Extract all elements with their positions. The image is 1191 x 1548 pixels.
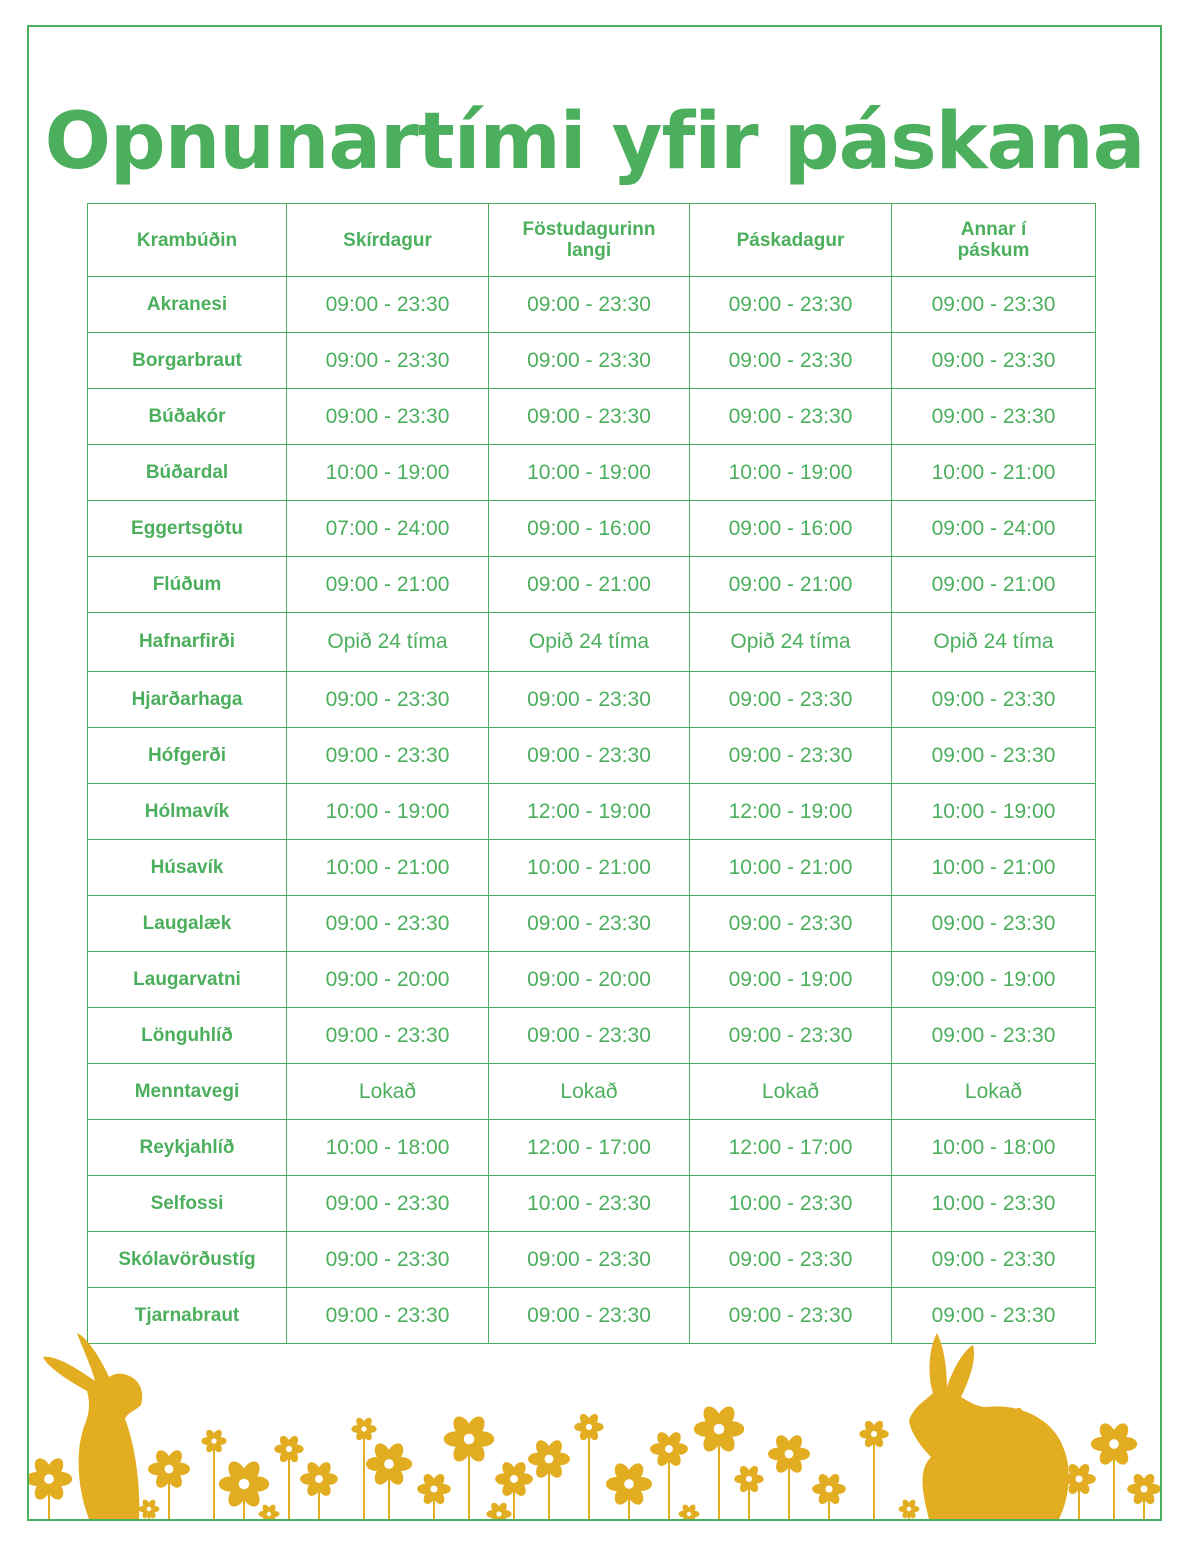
flower-decoration <box>444 1413 494 1519</box>
flower-decoration <box>899 1498 920 1519</box>
table-row <box>88 728 1096 784</box>
hours-cell: 12:00 - 17:00 <box>690 1120 892 1176</box>
table-row <box>88 784 1096 840</box>
hours-cell: 09:00 - 23:30 <box>690 1008 892 1064</box>
table-header-row <box>88 204 1096 277</box>
hours-cell: 09:00 - 24:00 <box>892 501 1096 557</box>
flower-decoration <box>606 1460 652 1519</box>
hours-cell: 09:00 - 23:30 <box>690 896 892 952</box>
hours-cell: 10:00 - 19:00 <box>287 784 489 840</box>
hours-cell: 09:00 - 23:30 <box>287 1176 489 1232</box>
flower-decoration <box>486 1501 511 1519</box>
hours-cell: 09:00 - 23:30 <box>892 389 1096 445</box>
store-name: Hjarðarhaga <box>88 672 287 728</box>
table-row <box>88 445 1096 501</box>
hours-cell: 09:00 - 23:30 <box>489 277 690 333</box>
table-row <box>88 333 1096 389</box>
opening-hours-table <box>87 203 1096 1344</box>
store-name: Eggertsgötu <box>88 501 287 557</box>
store-name: Hafnarfirði <box>88 613 287 672</box>
store-name: Búðardal <box>88 445 287 501</box>
store-name: Selfossi <box>88 1176 287 1232</box>
hours-cell: 10:00 - 23:30 <box>690 1176 892 1232</box>
flower-decoration <box>300 1460 338 1519</box>
flower-decoration <box>650 1430 688 1519</box>
hours-cell: 09:00 - 23:30 <box>489 672 690 728</box>
hours-cell: 09:00 - 23:30 <box>690 1288 892 1344</box>
table-row <box>88 1232 1096 1288</box>
hours-cell: Lokað <box>690 1064 892 1120</box>
flower-decoration <box>417 1472 451 1519</box>
hours-cell: 09:00 - 23:30 <box>287 896 489 952</box>
hours-cell: 09:00 - 20:00 <box>489 952 690 1008</box>
flower-decoration <box>528 1438 570 1519</box>
table-row <box>88 557 1096 613</box>
hours-cell: 09:00 - 19:00 <box>690 952 892 1008</box>
hours-cell: 09:00 - 16:00 <box>489 501 690 557</box>
hours-cell: Opið 24 tíma <box>489 613 690 672</box>
hours-cell: 12:00 - 17:00 <box>489 1120 690 1176</box>
hours-cell: 09:00 - 23:30 <box>690 277 892 333</box>
page-title: Opnunartími yfir páskana <box>44 97 1145 187</box>
hours-cell: 09:00 - 23:30 <box>287 1008 489 1064</box>
hours-cell: 09:00 - 23:30 <box>287 1288 489 1344</box>
hours-cell: 10:00 - 21:00 <box>489 840 690 896</box>
hours-cell: 09:00 - 23:30 <box>690 389 892 445</box>
hours-cell: Opið 24 tíma <box>892 613 1096 672</box>
hours-cell: 09:00 - 23:30 <box>892 896 1096 952</box>
hours-cell: Opið 24 tíma <box>287 613 489 672</box>
hours-cell: Lokað <box>489 1064 690 1120</box>
hours-cell: 09:00 - 23:30 <box>892 277 1096 333</box>
hours-cell: 09:00 - 23:30 <box>489 333 690 389</box>
hours-cell: 09:00 - 21:00 <box>892 557 1096 613</box>
hours-cell: 10:00 - 21:00 <box>892 840 1096 896</box>
hours-cell: 12:00 - 19:00 <box>690 784 892 840</box>
hours-cell: 10:00 - 23:30 <box>892 1176 1096 1232</box>
hours-cell: Opið 24 tíma <box>690 613 892 672</box>
hours-cell: 09:00 - 23:30 <box>690 333 892 389</box>
hours-cell: 12:00 - 19:00 <box>489 784 690 840</box>
table-row <box>88 1008 1096 1064</box>
hours-cell: 10:00 - 19:00 <box>892 784 1096 840</box>
table-row <box>88 277 1096 333</box>
flower-decoration <box>139 1498 160 1519</box>
hours-cell: 09:00 - 23:30 <box>489 1288 690 1344</box>
store-name: Laugarvatni <box>88 952 287 1008</box>
hours-cell: 10:00 - 18:00 <box>287 1120 489 1176</box>
hours-cell: 09:00 - 23:30 <box>489 728 690 784</box>
hours-cell: 09:00 - 23:30 <box>287 1232 489 1288</box>
hours-cell: 09:00 - 23:30 <box>489 1232 690 1288</box>
hours-cell: 09:00 - 23:30 <box>489 1008 690 1064</box>
hours-cell: 10:00 - 23:30 <box>489 1176 690 1232</box>
hours-cell: 09:00 - 20:00 <box>287 952 489 1008</box>
table-row <box>88 1176 1096 1232</box>
store-name: Lönguhlíð <box>88 1008 287 1064</box>
hours-cell: 09:00 - 23:30 <box>287 277 489 333</box>
page-frame <box>27 25 1162 1521</box>
hours-cell: Lokað <box>287 1064 489 1120</box>
hours-cell: 09:00 - 16:00 <box>690 501 892 557</box>
flower-decoration <box>574 1412 603 1519</box>
store-name: Húsavík <box>88 840 287 896</box>
table-row <box>88 896 1096 952</box>
store-name: Menntavegi <box>88 1064 287 1120</box>
hours-cell: 09:00 - 23:30 <box>892 1232 1096 1288</box>
hours-cell: 09:00 - 21:00 <box>690 557 892 613</box>
flower-decoration <box>259 1503 280 1519</box>
hours-cell: 09:00 - 23:30 <box>287 389 489 445</box>
table-row <box>88 672 1096 728</box>
hours-cell: 09:00 - 23:30 <box>892 728 1096 784</box>
hours-cell: 09:00 - 19:00 <box>892 952 1096 1008</box>
hours-cell: 10:00 - 21:00 <box>892 445 1096 501</box>
bunny-right-silhouette <box>909 1333 1069 1519</box>
hours-cell: 09:00 - 23:30 <box>287 728 489 784</box>
flower-decoration <box>812 1472 846 1519</box>
hours-cell: 09:00 - 23:30 <box>287 672 489 728</box>
store-name: Borgarbraut <box>88 333 287 389</box>
flower-decoration <box>1127 1472 1160 1519</box>
hours-cell: 09:00 - 23:30 <box>892 1008 1096 1064</box>
header-annar-i-paskum: Annar í páskum <box>892 204 1096 277</box>
store-name: Akranesi <box>88 277 287 333</box>
hours-cell: 09:00 - 23:30 <box>690 1232 892 1288</box>
easter-decoration <box>29 1329 1160 1519</box>
header-store: Krambúðin <box>88 204 287 277</box>
header-paskadagur: Páskadagur <box>690 204 892 277</box>
hours-cell: 09:00 - 23:30 <box>690 672 892 728</box>
store-name: Tjarnabraut <box>88 1288 287 1344</box>
table-row <box>88 501 1096 557</box>
hours-cell: 09:00 - 23:30 <box>287 333 489 389</box>
header-fostudagurinn-langi: Föstudagurinn langi <box>489 204 690 277</box>
flower-decoration <box>366 1440 412 1519</box>
hours-cell: 09:00 - 23:30 <box>892 1288 1096 1344</box>
hours-cell: 09:00 - 21:00 <box>287 557 489 613</box>
store-name: Búðakór <box>88 389 287 445</box>
table-row <box>88 613 1096 672</box>
hours-cell: 09:00 - 23:30 <box>489 896 690 952</box>
store-name: Hófgerði <box>88 728 287 784</box>
table-row <box>88 389 1096 445</box>
flower-decoration <box>734 1464 763 1519</box>
store-name: Hólmavík <box>88 784 287 840</box>
hours-cell: 10:00 - 21:00 <box>690 840 892 896</box>
flower-decoration <box>219 1458 269 1519</box>
hours-cell: 10:00 - 19:00 <box>489 445 690 501</box>
hours-cell: 09:00 - 21:00 <box>489 557 690 613</box>
flower-decoration <box>1091 1420 1137 1519</box>
flower-decoration <box>29 1455 72 1519</box>
store-name: Reykjahlíð <box>88 1120 287 1176</box>
store-name: Flúðum <box>88 557 287 613</box>
table-row <box>88 1120 1096 1176</box>
hours-cell: 10:00 - 21:00 <box>287 840 489 896</box>
hours-cell: Lokað <box>892 1064 1096 1120</box>
hours-cell: 09:00 - 23:30 <box>489 389 690 445</box>
table-row <box>88 952 1096 1008</box>
hours-cell: 10:00 - 19:00 <box>287 445 489 501</box>
hours-cell: 10:00 - 18:00 <box>892 1120 1096 1176</box>
table-row <box>88 1064 1096 1120</box>
hours-cell: 09:00 - 23:30 <box>892 672 1096 728</box>
hours-cell: 07:00 - 24:00 <box>287 501 489 557</box>
flower-decoration <box>768 1433 810 1519</box>
flower-decoration <box>679 1503 700 1519</box>
flower-decoration <box>694 1403 744 1519</box>
hours-cell: 10:00 - 19:00 <box>690 445 892 501</box>
store-name: Skólavörðustíg <box>88 1232 287 1288</box>
hours-cell: 09:00 - 23:30 <box>892 333 1096 389</box>
header-skirdagur: Skírdagur <box>287 204 489 277</box>
table-row <box>88 840 1096 896</box>
store-name: Laugalæk <box>88 896 287 952</box>
flower-decoration <box>859 1419 888 1519</box>
hours-cell: 09:00 - 23:30 <box>690 728 892 784</box>
flower-decoration <box>201 1428 226 1519</box>
flower-decoration <box>274 1434 303 1519</box>
